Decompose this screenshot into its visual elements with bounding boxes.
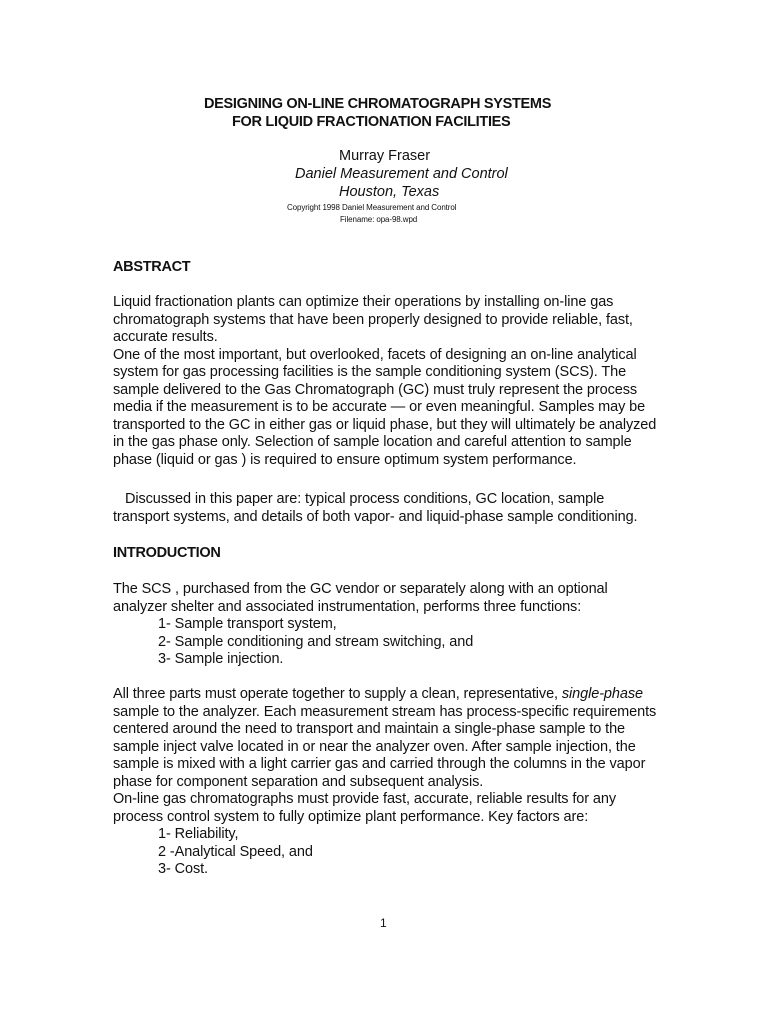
author-location: Houston, Texas bbox=[339, 184, 440, 200]
introduction-body-2 bbox=[113, 686, 658, 879]
introduction-body bbox=[113, 581, 658, 669]
function-item-2: 2- Sample conditioning and stream switching, and bbox=[158, 633, 474, 650]
title-line-1: DESIGNING ON-LINE CHROMATOGRAPH SYSTEMS bbox=[204, 96, 552, 112]
author-name: Murray Fraser bbox=[339, 148, 431, 164]
abstract-paragraph-2: One of the most important, but overlooked, facets of designing an on-line analytical system for gas processing facilities is the sample conditioning system (SCS). The sample delivered to the Gas Chromatograph (GC) must truly represent the process media if the measurement is to be accurate — or even meaningful. Samples may be transported to the GC in either gas or liquid phase, but they will ultimately be analyzed in the gas phase only. Selection of sample location and careful attention to sample phase (liquid or gas ) is required to ensure optimum system performance. bbox=[113, 346, 657, 468]
abstract-discussion bbox=[113, 491, 658, 526]
introduction-paragraph-3: On-line gas chromatographs must provide fast, accurate, reliable results for any process control system to fully optimize plant performance. Key factors are: bbox=[113, 791, 616, 825]
paragraph-2-end: sample to the analyzer. Each measurement stream has process-specific requirements centered around the need to transport and maintain a single-phase sample to the sample inject valve located in or near the analyzer oven. After sample injection, the sample is mixed with a light carrier gas and carried through the columns in the vapor phase for component separation and subsequent analysis. bbox=[113, 703, 657, 790]
abstract-heading: ABSTRACT bbox=[113, 259, 191, 275]
filename-notice: Filename: opa-98.wpd bbox=[340, 215, 418, 224]
abstract-paragraph-3: Discussed in this paper are: typical process conditions, GC location, sample transport systems, and details of both vapor- and liquid-phase sample conditioning. bbox=[113, 491, 638, 525]
paragraph-2-start: All three parts must operate together to supply a clean, representative, bbox=[113, 686, 562, 702]
introduction-paragraph-2 bbox=[113, 686, 658, 791]
factor-item-1: 1- Reliability, bbox=[158, 826, 239, 842]
factor-item-3: 3- Cost. bbox=[158, 861, 208, 877]
function-item-3: 3- Sample injection. bbox=[158, 651, 284, 667]
factor-item-2: 2 -Analytical Speed, and bbox=[158, 843, 313, 860]
single-phase-emphasis: single-phase bbox=[561, 686, 643, 702]
introduction-paragraph-1: The SCS , purchased from the GC vendor or separately along with an optional analyzer shelter and associated instrumentation, performs three functions: bbox=[113, 581, 608, 615]
page-number: 1 bbox=[380, 916, 387, 930]
abstract-body bbox=[113, 294, 658, 469]
title-line-2: FOR LIQUID FRACTIONATION FACILITIES bbox=[232, 114, 511, 130]
author-company: Daniel Measurement and Control bbox=[295, 166, 508, 182]
copyright-notice: Copyright 1998 Daniel Measurement and Control bbox=[287, 203, 457, 212]
abstract-paragraph-1: Liquid fractionation plants can optimize their operations by installing on-line gas chromatograph systems that have been properly designed to provide reliable, fast, accurate results. bbox=[113, 294, 633, 345]
introduction-heading: INTRODUCTION bbox=[113, 545, 221, 561]
function-item-1: 1- Sample transport system, bbox=[158, 616, 337, 632]
